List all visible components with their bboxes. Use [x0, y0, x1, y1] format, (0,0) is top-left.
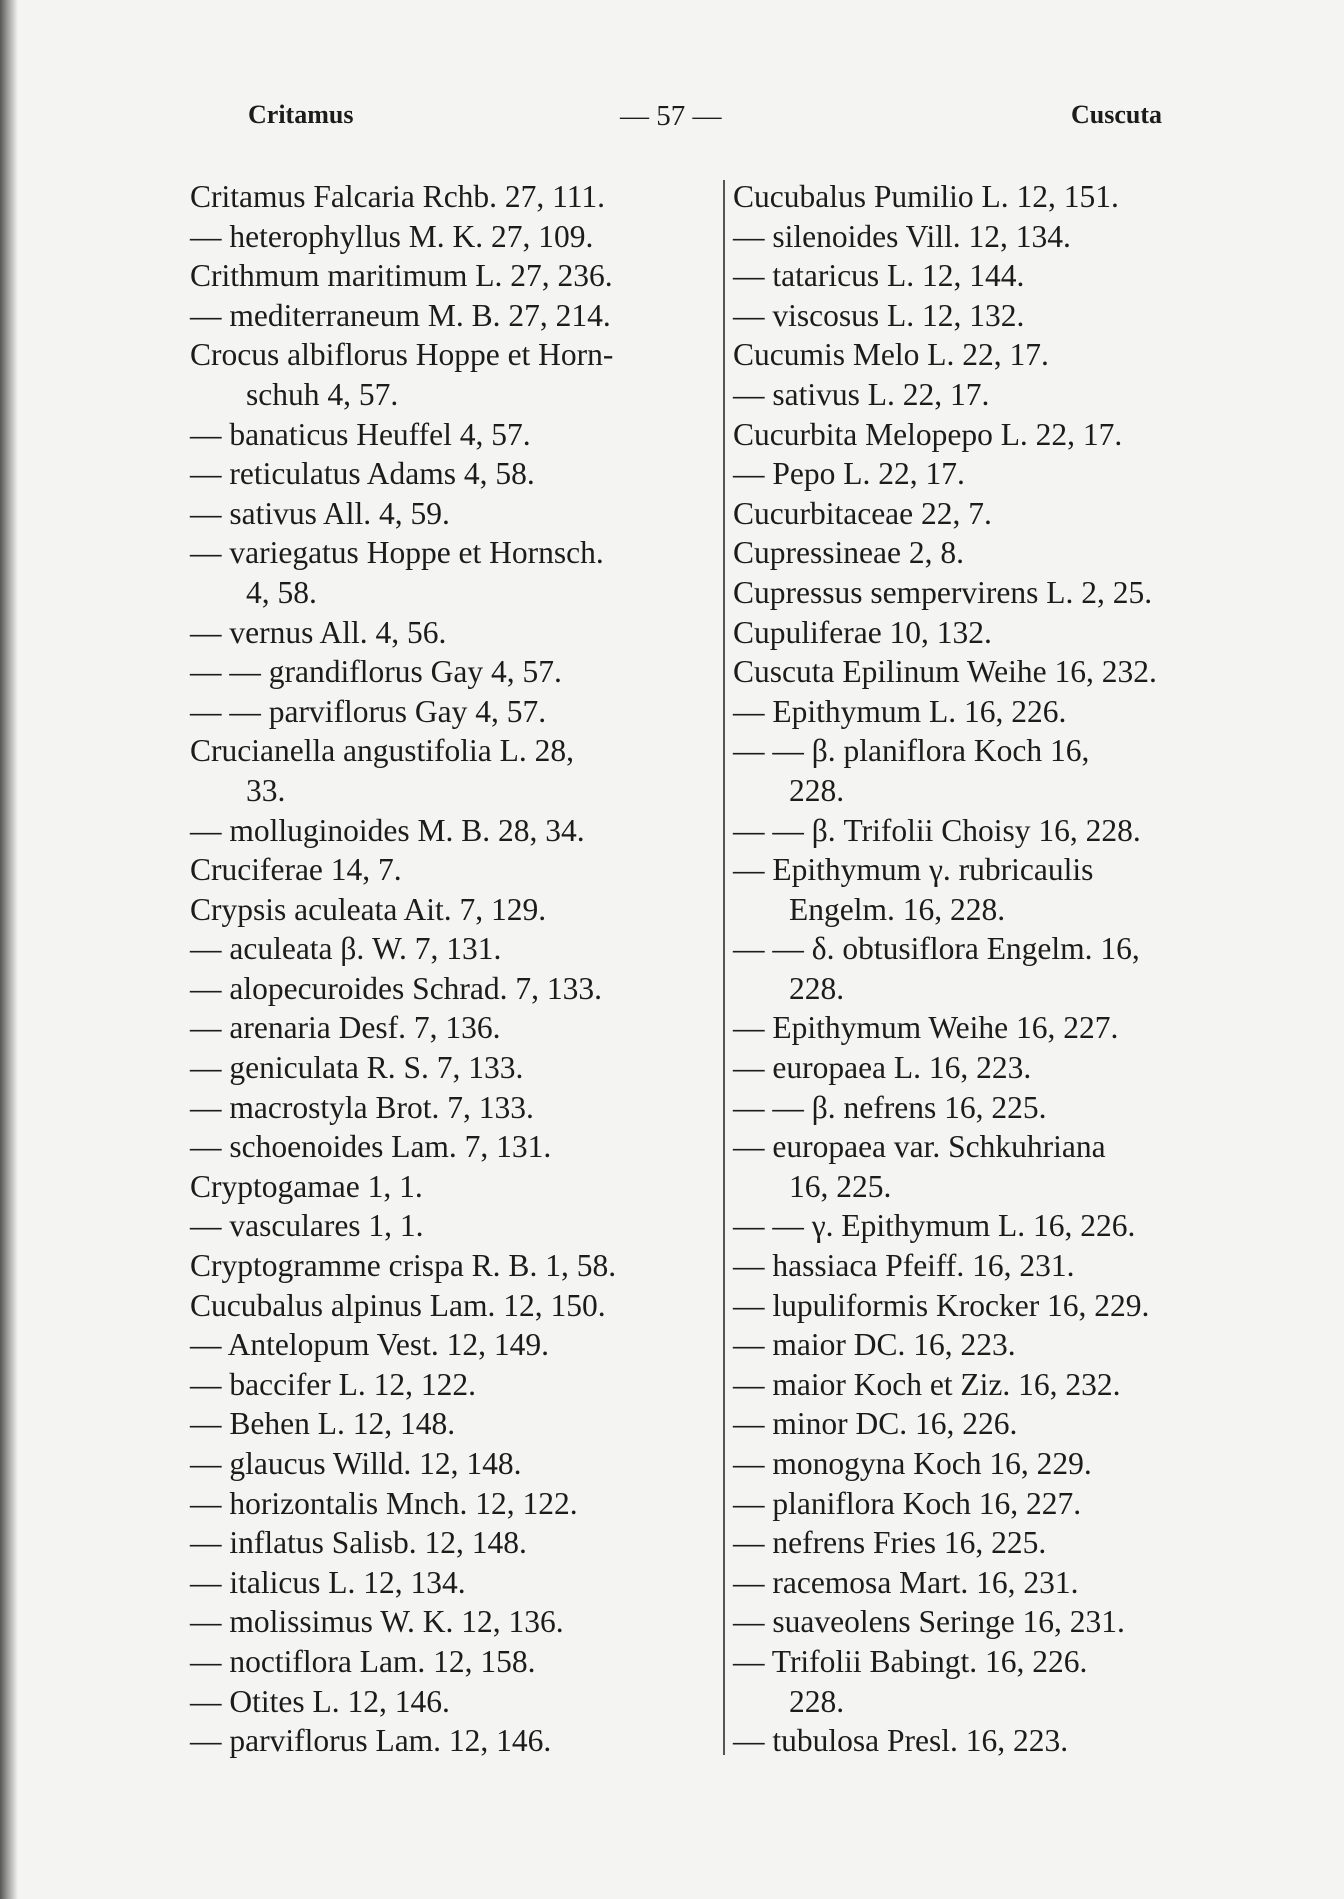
index-entry: — molissimus W. K. 12, 136. — [190, 1604, 564, 1640]
index-entry: — schoenoides Lam. 7, 131. — [190, 1129, 552, 1165]
index-entry: — minor DC. 16, 226. — [733, 1406, 1018, 1442]
index-entry: Cryptogamae 1, 1. — [190, 1168, 423, 1204]
index-entry: Cupuliferae 10, 132. — [733, 614, 992, 650]
index-entry: — — parviflorus Gay 4, 57. — [190, 693, 547, 729]
index-entry: Cucurbitaceae 22, 7. — [733, 495, 992, 531]
index-entry: — viscosus L. 12, 132. — [733, 297, 1025, 333]
index-entry: — — δ. obtusiflora Engelm. 16, — [733, 931, 1140, 967]
index-entry: — europaea var. Schkuhriana — [733, 1129, 1106, 1165]
index-entry: — macrostyla Brot. 7, 133. — [190, 1089, 534, 1125]
index-entry: — hassiaca Pfeiff. 16, 231. — [733, 1248, 1075, 1284]
index-entry: — Pepo L. 22, 17. — [733, 456, 965, 492]
index-entry: — Otites L. 12, 146. — [190, 1683, 450, 1719]
index-entry: — glaucus Willd. 12, 148. — [190, 1446, 522, 1481]
index-entry: — Behen L. 12, 148. — [190, 1406, 456, 1442]
index-entry: — vernus All. 4, 56. — [190, 614, 447, 650]
index-entry: — Trifolii Babingt. 16, 226. — [733, 1643, 1088, 1679]
index-entry: Cruciferae 14, 7. — [190, 852, 402, 888]
running-header — [0, 100, 1344, 140]
index-entry: Cupressus sempervirens L. 2, 25. — [733, 574, 1153, 610]
index-entry: — banaticus Heuffel 4, 57. — [190, 416, 531, 452]
index-entry: — lupuliformis Krocker 16, 229. — [733, 1287, 1150, 1323]
index-entry: — — β. planiflora Koch 16, — [733, 733, 1090, 769]
index-entry: Cucubalus alpinus Lam. 12, 150. — [190, 1287, 606, 1323]
index-entry: Cuscuta Epilinum Weihe 16, 232. — [733, 654, 1157, 690]
index-entry: — Epithymum γ. rubricaulis — [733, 852, 1094, 888]
index-entry: — alopecuroides Schrad. 7, 133. — [190, 970, 603, 1006]
index-entry: Crithmum maritimum L. 27, 236. — [190, 258, 613, 294]
index-entry: — sativus L. 22, 17. — [733, 376, 990, 412]
index-entry: — baccifer L. 12, 122. — [190, 1366, 477, 1402]
index-entry: — Antelopum Vest. 12, 149. — [190, 1327, 550, 1363]
index-entry: 33. — [246, 772, 286, 808]
index-entry: Crocus albiflorus Hoppe et Horn- — [190, 337, 614, 373]
header-right-catchword: Cuscuta — [1071, 100, 1163, 129]
index-entry: — — β. Trifolii Choisy 16, 228. — [733, 812, 1141, 848]
index-entry: schuh 4, 57. — [246, 376, 399, 412]
index-column-left — [190, 177, 730, 1761]
index-entry: Crypsis aculeata Ait. 7, 129. — [190, 891, 547, 927]
header-left-catchword: Critamus — [248, 100, 354, 129]
index-entry: Cupressineae 2, 8. — [733, 535, 964, 571]
index-entry: — tubulosa Presl. 16, 223. — [733, 1723, 1069, 1759]
index-entry: Cucubalus Pumilio L. 12, 151. — [733, 179, 1119, 214]
index-entry: — reticulatus Adams 4, 58. — [190, 456, 535, 492]
index-entry: — parviflorus Lam. 12, 146. — [190, 1723, 552, 1759]
index-entry: — maior Koch et Ziz. 16, 232. — [733, 1366, 1121, 1402]
index-entry: — heterophyllus M. K. 27, 109. — [190, 218, 594, 254]
index-entry: — variegatus Hoppe et Hornsch. — [190, 535, 604, 571]
page-edge-shadow — [0, 0, 18, 1899]
index-entry: — Epithymum L. 16, 226. — [733, 693, 1067, 729]
index-entry: — italicus L. 12, 134. — [190, 1564, 466, 1600]
index-entry: Crucianella angustifolia L. 28, — [190, 733, 575, 769]
index-entry: Critamus Falcaria Rchb. 27, 111. — [190, 179, 605, 214]
index-entry: — inflatus Salisb. 12, 148. — [190, 1525, 527, 1561]
index-entry: 228. — [789, 772, 845, 808]
index-entry: — mediterraneum M. B. 27, 214. — [190, 297, 611, 333]
index-entry: 228. — [789, 970, 845, 1006]
index-entry: Engelm. 16, 228. — [789, 891, 1006, 927]
index-entry: — europaea L. 16, 223. — [733, 1050, 1032, 1086]
index-entry: — monogyna Koch 16, 229. — [733, 1446, 1092, 1481]
index-entry: — noctiflora Lam. 12, 158. — [190, 1643, 536, 1679]
index-entry: — — γ. Epithymum L. 16, 226. — [733, 1208, 1136, 1244]
index-entry: — geniculata R. S. 7, 133. — [190, 1050, 524, 1086]
index-entry: Cucumis Melo L. 22, 17. — [733, 337, 1049, 373]
index-entry: Cucurbita Melopepo L. 22, 17. — [733, 416, 1123, 452]
index-entry: — Epithymum Weihe 16, 227. — [733, 1010, 1119, 1046]
index-entry: — molluginoides M. B. 28, 34. — [190, 812, 585, 848]
index-entry: 228. — [789, 1683, 845, 1719]
index-entry: 16, 225. — [789, 1168, 892, 1204]
index-entry: — suaveolens Seringe 16, 231. — [733, 1604, 1125, 1640]
index-entry: — maior DC. 16, 223. — [733, 1327, 1016, 1363]
column-divider — [723, 180, 725, 1755]
index-entry: — tataricus L. 12, 144. — [733, 258, 1025, 294]
page-number: — 57 — — [620, 100, 722, 132]
index-entry: — vasculares 1, 1. — [190, 1208, 424, 1244]
index-entry: — nefrens Fries 16, 225. — [733, 1525, 1047, 1561]
index-entry: — — grandiflorus Gay 4, 57. — [190, 654, 562, 690]
index-entry: — silenoides Vill. 12, 134. — [733, 218, 1071, 254]
index-entry: Cryptogramme crispa R. B. 1, 58. — [190, 1248, 617, 1284]
index-entry: 4, 58. — [246, 574, 317, 610]
index-entry: — aculeata β. W. 7, 131. — [190, 931, 502, 967]
index-entry: — arenaria Desf. 7, 136. — [190, 1010, 501, 1046]
index-entry: — — β. nefrens 16, 225. — [733, 1089, 1047, 1125]
index-entry: — horizontalis Mnch. 12, 122. — [190, 1485, 578, 1521]
index-entry: — racemosa Mart. 16, 231. — [733, 1564, 1079, 1600]
index-column-right — [733, 177, 1273, 1761]
index-entry: — sativus All. 4, 59. — [190, 495, 450, 531]
index-entry: — planiflora Koch 16, 227. — [733, 1485, 1082, 1521]
